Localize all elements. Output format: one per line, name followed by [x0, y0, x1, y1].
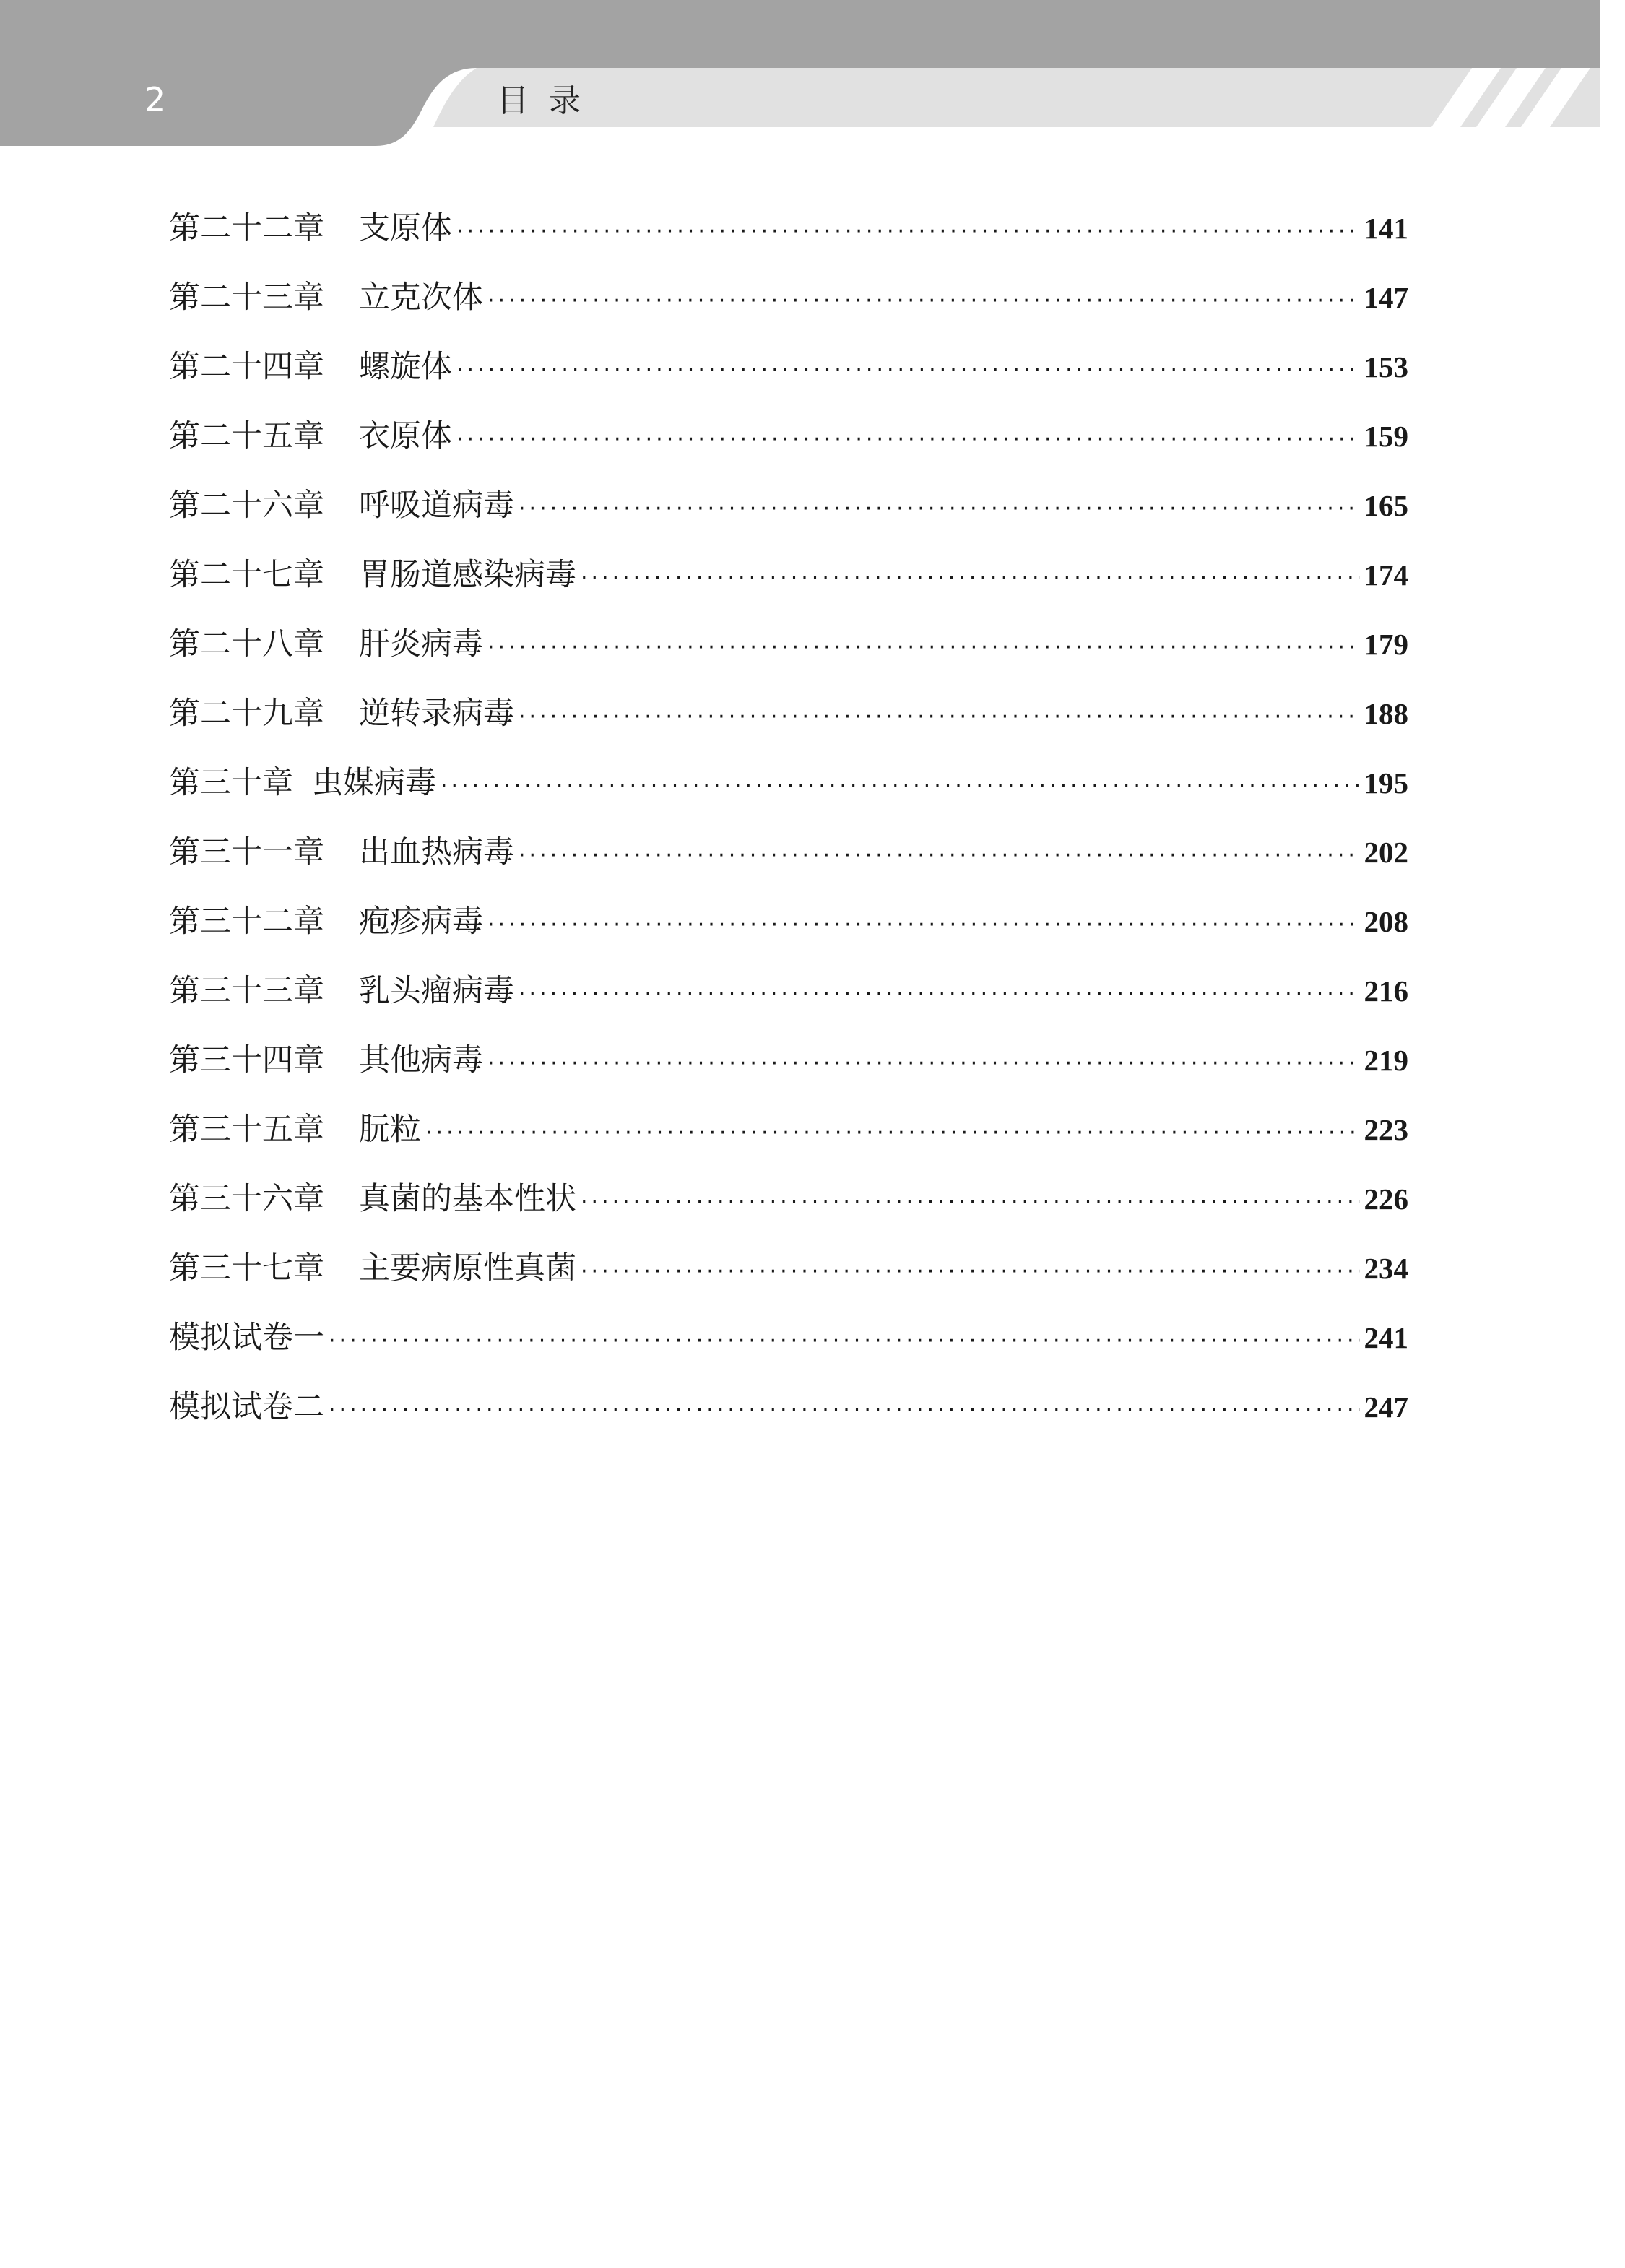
toc-entry-title: 其他病毒 [359, 1042, 483, 1078]
toc-entry[interactable] [169, 1174, 1408, 1244]
toc-entry-title: 立克次体 [359, 280, 483, 316]
toc-entry-chapter: 第三十四章 [169, 1042, 324, 1078]
toc-entry-title: 肝炎病毒 [359, 626, 483, 662]
toc-dot-leader [488, 623, 1360, 672]
toc-entry-title: 真菌的基本性状 [359, 1181, 576, 1217]
toc-entry[interactable] [169, 620, 1408, 689]
toc-entry-chapter: 第三十三章 [169, 973, 324, 1009]
toc-dot-leader [581, 1247, 1360, 1297]
toc-entry-chapter: 第三十六章 [169, 1181, 324, 1217]
toc-entry-title: 疱疹病毒 [359, 904, 483, 940]
toc-entry[interactable] [169, 1036, 1408, 1105]
toc-entry-page: 141 [1364, 212, 1408, 245]
toc-entry-page: 153 [1364, 350, 1408, 384]
toc-entry-title: 主要病原性真菌 [359, 1250, 576, 1286]
toc-entry-title: 虫媒病毒 [312, 765, 436, 801]
toc-dot-leader [329, 1317, 1360, 1366]
toc-entry-title: 衣原体 [359, 418, 452, 454]
toc-dot-leader [519, 970, 1360, 1019]
toc-entry[interactable] [169, 412, 1408, 481]
toc-entry[interactable] [169, 758, 1408, 828]
page-header [0, 0, 1625, 152]
toc-entry[interactable] [169, 966, 1408, 1036]
toc-entry[interactable] [169, 897, 1408, 966]
toc-entry-page: 216 [1364, 974, 1408, 1008]
toc-dot-leader [456, 207, 1360, 256]
toc-entry-title: 逆转录病毒 [359, 696, 514, 732]
toc-entry-page: 188 [1364, 697, 1408, 730]
toc-entry[interactable] [169, 1244, 1408, 1313]
toc-entry[interactable] [169, 689, 1408, 758]
toc-entry-title: 螺旋体 [359, 349, 452, 385]
page-number: 2 [144, 80, 166, 119]
toc-entry-chapter: 第三十五章 [169, 1112, 324, 1148]
toc-entry-chapter: 第二十三章 [169, 280, 324, 316]
toc-dot-leader [519, 693, 1360, 742]
toc-entry-page: 202 [1364, 836, 1408, 869]
toc-entry-page: 147 [1364, 281, 1408, 314]
toc-entry-page: 219 [1364, 1044, 1408, 1077]
section-title: 目录 [497, 82, 601, 119]
toc-dot-leader [441, 762, 1360, 811]
toc-dot-leader [329, 1386, 1360, 1435]
toc-dot-leader [488, 901, 1360, 950]
toc-entry-page: 247 [1364, 1390, 1408, 1424]
toc-entry[interactable] [169, 828, 1408, 897]
toc-entry[interactable] [169, 1382, 1408, 1452]
toc-entry-page: 179 [1364, 628, 1408, 661]
toc-entry-chapter: 第二十七章 [169, 557, 324, 593]
toc-entry-title: 模拟试卷一 [169, 1320, 324, 1356]
toc-entry-chapter: 第二十二章 [169, 210, 324, 246]
toc-entry-title: 朊粒 [359, 1112, 421, 1148]
toc-entry-page: 241 [1364, 1321, 1408, 1354]
toc-entry[interactable] [169, 481, 1408, 550]
toc-dot-leader [581, 554, 1360, 603]
toc-entry-chapter: 第二十九章 [169, 696, 324, 732]
toc-entry-title: 呼吸道病毒 [359, 488, 514, 524]
toc-entry-chapter: 第二十四章 [169, 349, 324, 385]
toc-entry-chapter: 第二十五章 [169, 418, 324, 454]
toc-entry[interactable] [169, 1105, 1408, 1174]
toc-entry-page: 159 [1364, 420, 1408, 453]
toc-entry-chapter: 第三十章 [169, 765, 293, 801]
toc-dot-leader [488, 1039, 1360, 1088]
toc-dot-leader [425, 1109, 1360, 1158]
toc-entry-title: 出血热病毒 [359, 834, 514, 870]
toc-entry-chapter: 第二十六章 [169, 488, 324, 524]
toc-entry-page: 174 [1364, 558, 1408, 592]
table-of-contents [169, 204, 1408, 1452]
toc-entry-chapter: 第三十一章 [169, 834, 324, 870]
toc-entry[interactable] [169, 342, 1408, 412]
toc-entry[interactable] [169, 273, 1408, 342]
toc-dot-leader [519, 831, 1360, 880]
toc-entry-title: 模拟试卷二 [169, 1389, 324, 1425]
toc-entry-title: 胃肠道感染病毒 [359, 557, 576, 593]
toc-entry-page: 226 [1364, 1182, 1408, 1216]
toc-entry-title: 支原体 [359, 210, 452, 246]
toc-dot-leader [456, 346, 1360, 395]
toc-entry-page: 223 [1364, 1113, 1408, 1146]
toc-entry-page: 208 [1364, 905, 1408, 938]
toc-entry[interactable] [169, 204, 1408, 273]
toc-entry-chapter: 第二十八章 [169, 626, 324, 662]
toc-entry-chapter: 第三十七章 [169, 1250, 324, 1286]
toc-entry-page: 165 [1364, 489, 1408, 522]
toc-entry-page: 234 [1364, 1252, 1408, 1285]
toc-dot-leader [519, 485, 1360, 534]
toc-entry-page: 195 [1364, 766, 1408, 800]
toc-dot-leader [456, 415, 1360, 464]
header-tab [433, 68, 1600, 127]
toc-dot-leader [581, 1178, 1360, 1227]
toc-dot-leader [488, 277, 1360, 326]
toc-entry[interactable] [169, 550, 1408, 620]
header-band-graphic [0, 0, 1625, 152]
toc-entry-chapter: 第三十二章 [169, 904, 324, 940]
toc-entry-title: 乳头瘤病毒 [359, 973, 514, 1009]
toc-entry[interactable] [169, 1313, 1408, 1382]
